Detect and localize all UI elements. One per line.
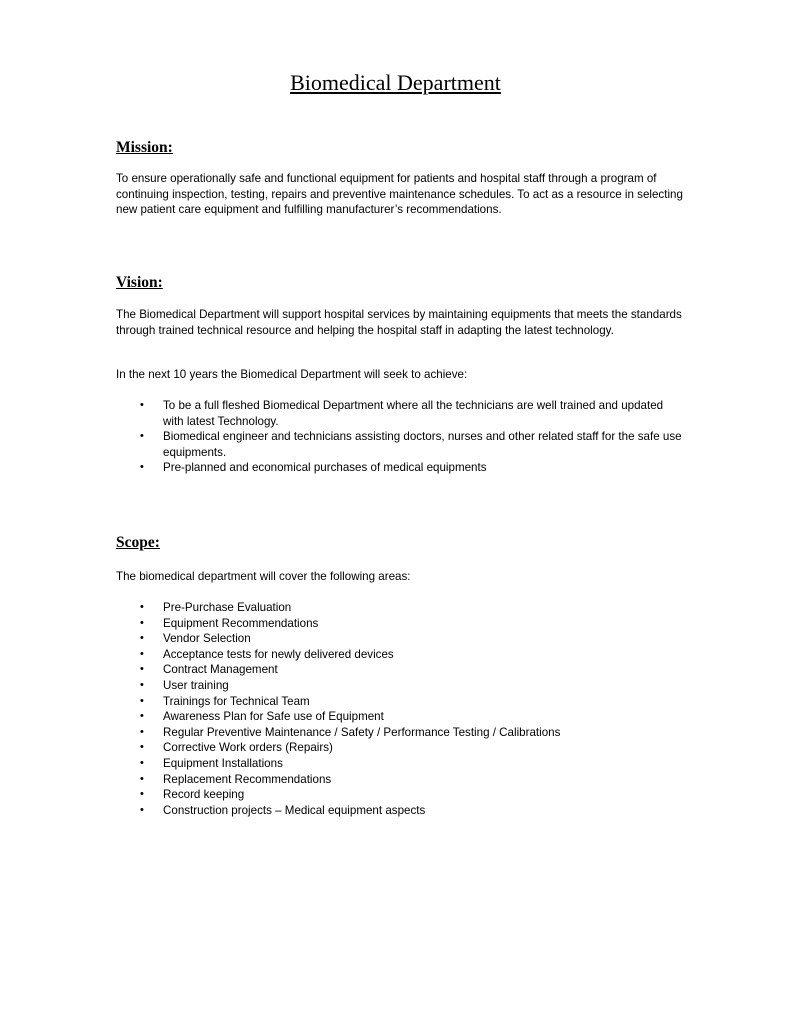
list-item-text: Awareness Plan for Safe use of Equipment: [163, 710, 384, 724]
bullet-icon: •: [140, 694, 144, 707]
bullet-icon: •: [140, 430, 144, 443]
bullet-icon: •: [140, 756, 144, 769]
page-title: Biomedical Department: [290, 70, 501, 95]
list-item: [116, 787, 686, 803]
bullet-icon: •: [140, 741, 144, 754]
bullet-icon: •: [140, 663, 144, 676]
bullet-icon: •: [140, 647, 144, 660]
bullet-icon: •: [140, 803, 144, 816]
bullet-icon: •: [140, 399, 144, 411]
list-item-text: To be a full fleshed Biomedical Department where all the technicians are well trained and updated with latest Technology.: [163, 399, 664, 428]
bullet-icon: •: [140, 461, 144, 474]
bullet-icon: •: [140, 788, 144, 801]
list-item-text: Equipment Recommendations: [163, 616, 319, 630]
scope-heading: Scope:: [116, 534, 160, 551]
list-item: [116, 662, 686, 678]
list-item-text: Regular Preventive Maintenance / Safety / Performance Testing / Calibrations: [163, 725, 561, 739]
vision-intro: In the next 10 years the Biomedical Department will seek to achieve:: [116, 368, 468, 381]
vision-goals-list: [116, 398, 686, 476]
list-item-text: Biomedical engineer and technicians assisting doctors, nurses and other related staff for the safe use equipments.: [163, 430, 682, 459]
list-item-text: Record keeping: [163, 788, 245, 802]
scope-areas-list: [116, 600, 686, 818]
bullet-icon: •: [140, 710, 144, 723]
mission-text: To ensure operationally safe and functional equipment for patients and hospital staff through a program of continuing inspection, testing, repairs and preventive maintenance schedules. To act as a resource in selecting new patient care equipment and fulfilling manufacturer’s recommendations.: [116, 172, 683, 216]
bullet-icon: •: [140, 725, 144, 738]
list-item: [116, 631, 686, 647]
list-item: [116, 600, 686, 616]
list-item: [116, 740, 686, 756]
list-item: [116, 725, 686, 741]
bullet-icon: •: [140, 616, 144, 629]
list-item: [116, 647, 686, 663]
bullet-icon: •: [140, 678, 144, 691]
bullet-icon: •: [140, 601, 144, 613]
list-item: [116, 616, 686, 632]
list-item-text: Construction projects – Medical equipment aspects: [163, 803, 426, 817]
list-item: [116, 772, 686, 788]
list-item: [116, 803, 686, 819]
list-item: [116, 460, 686, 476]
list-item-text: Vendor Selection: [163, 632, 251, 646]
list-item-text: Replacement Recommendations: [163, 772, 332, 786]
list-item-text: Trainings for Technical Team: [163, 694, 310, 708]
list-item-text: Equipment Installations: [163, 756, 283, 770]
list-item-text: Pre-Purchase Evaluation: [163, 601, 292, 614]
scope-intro: The biomedical department will cover the following areas:: [116, 570, 411, 583]
list-item: [116, 398, 686, 429]
vision-heading: Vision:: [116, 274, 163, 291]
list-item-text: User training: [163, 678, 229, 692]
list-item: [116, 709, 686, 725]
bullet-icon: •: [140, 772, 144, 785]
vision-text: The Biomedical Department will support hospital services by maintaining equipments that meets the standards through trained technical resource and helping the hospital staff in adapting the latest technology.: [116, 308, 682, 337]
list-item-text: Corrective Work orders (Repairs): [163, 741, 333, 755]
list-item: [116, 678, 686, 694]
bullet-icon: •: [140, 632, 144, 645]
list-item: [116, 429, 686, 460]
list-item-text: Acceptance tests for newly delivered devices: [163, 647, 394, 661]
list-item: [116, 756, 686, 772]
list-item: [116, 694, 686, 710]
list-item-text: Pre-planned and economical purchases of medical equipments: [163, 461, 487, 475]
mission-heading: Mission:: [116, 139, 173, 156]
list-item-text: Contract Management: [163, 663, 278, 677]
